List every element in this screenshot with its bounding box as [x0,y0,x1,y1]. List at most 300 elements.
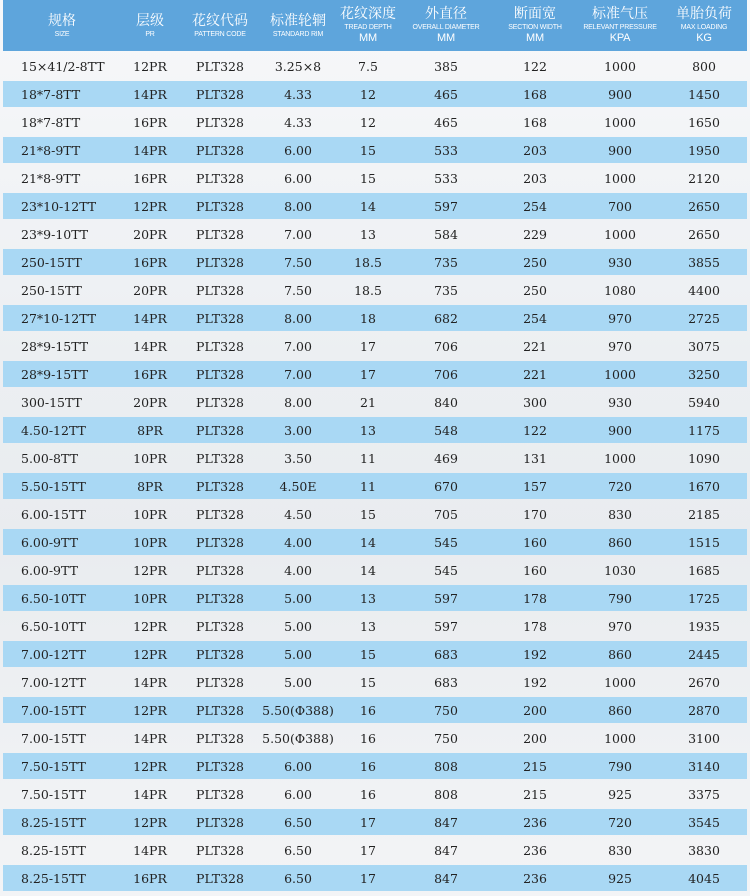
section-width-cell: 178 [523,618,547,634]
diameter-cell: 847 [401,865,491,891]
diameter-cell: 584 [434,226,458,242]
diameter-cell: 597 [434,618,458,634]
diameter-cell: 597 [401,585,491,611]
tread-depth-cell: 12 [335,81,401,107]
pattern-cell: PLT328 [196,562,244,578]
header-label-en: PATTERN CODE [194,30,246,38]
pressure-cell: 1000 [604,58,636,74]
table-row [3,725,747,751]
pressure-cell: 925 [608,786,632,802]
size-cell: 18*7-8TT [21,114,81,130]
header-label-zh: 花纹深度 [340,6,396,22]
load-cell: 2650 [661,193,747,219]
tread-depth-cell: 15 [360,170,376,186]
diameter-cell: 469 [434,450,458,466]
section-width-cell: 229 [523,226,547,242]
table-row [3,445,747,471]
load-cell: 1450 [661,81,747,107]
pressure-cell: 720 [579,473,661,499]
ply-cell: 14PR [121,137,179,163]
ply-cell: 10PR [121,585,179,611]
pattern-cell: PLT328 [179,641,261,667]
pattern-cell: PLT328 [179,753,261,779]
diameter-cell: 670 [401,473,491,499]
pattern-cell: PLT328 [196,842,244,858]
table-row [3,809,747,835]
rim-cell: 4.33 [261,81,335,107]
section-width-cell: 236 [491,865,579,891]
load-cell: 2870 [661,697,747,723]
size-cell: 23*10-12TT [3,193,121,219]
pressure-cell: 970 [579,305,661,331]
size-cell: 7.50-15TT [21,786,86,802]
ply-cell: 14PR [133,338,167,354]
header-label-zh: 断面宽 [514,6,556,22]
load-cell: 1725 [661,585,747,611]
tread-depth-cell: 16 [360,786,376,802]
rim-cell: 5.00 [284,618,312,634]
diameter-cell: 840 [434,394,458,410]
ply-cell: 12PR [121,753,179,779]
rim-cell: 6.00 [284,170,312,186]
section-width-cell: 254 [491,305,579,331]
diameter-cell: 847 [434,842,458,858]
size-cell: 6.00-9TT [3,529,121,555]
load-cell: 3855 [661,249,747,275]
table-row [3,221,747,247]
pattern-cell: PLT328 [196,114,244,130]
section-width-cell: 254 [491,193,579,219]
table-row [3,305,747,331]
ply-cell: 10PR [133,450,167,466]
tread-depth-cell: 16 [360,730,376,746]
diameter-cell: 705 [434,506,458,522]
diameter-cell: 465 [434,114,458,130]
tread-depth-cell: 14 [335,193,401,219]
tread-depth-cell: 17 [335,865,401,891]
ply-cell: 10PR [133,506,167,522]
size-cell: 6.00-9TT [21,562,78,578]
pressure-cell: 790 [579,585,661,611]
section-width-cell: 192 [491,641,579,667]
header-max-loading [661,0,747,51]
load-cell: 2725 [661,305,747,331]
load-cell: 4045 [661,865,747,891]
tread-depth-cell: 17 [360,842,376,858]
pattern-cell: PLT328 [196,450,244,466]
ply-cell: 16PR [133,170,167,186]
diameter-cell: 597 [401,193,491,219]
size-cell: 21*8-9TT [3,137,121,163]
header-label-en: TREAD DEPTH [344,24,392,31]
load-cell: 2120 [688,170,720,186]
ply-cell: 14PR [121,305,179,331]
table-row [3,641,747,667]
header-relevant-pressure [579,0,661,51]
pressure-cell: 1000 [604,170,636,186]
pattern-cell: PLT328 [196,786,244,802]
table-row [3,837,747,863]
pressure-cell: 1030 [604,562,636,578]
size-cell: 7.00-15TT [3,697,121,723]
rim-cell: 5.00 [284,674,312,690]
load-cell: 2185 [688,506,720,522]
pattern-cell: PLT328 [196,282,244,298]
ply-cell: 14PR [133,786,167,802]
section-width-cell: 200 [491,697,579,723]
diameter-cell: 706 [434,338,458,354]
pressure-cell: 970 [608,618,632,634]
load-cell: 3375 [688,786,720,802]
size-cell: 23*9-10TT [21,226,89,242]
header-standard-rim [261,0,335,51]
load-cell: 1670 [661,473,747,499]
header-overall-diameter [401,0,491,51]
header-label-en: MAX LOADING [680,24,728,31]
section-width-cell: 215 [523,786,547,802]
size-cell: 8.25-15TT [3,809,121,835]
header-label-en: OVERALL DIAMETER [412,24,480,31]
rim-cell: 6.00 [284,786,312,802]
tread-depth-cell: 15 [335,137,401,163]
size-cell: 6.50-10TT [3,585,121,611]
diameter-cell: 545 [401,529,491,555]
size-cell: 8.25-15TT [3,865,121,891]
size-cell: 27*10-12TT [3,305,121,331]
rim-cell: 7.50 [261,249,335,275]
ply-cell: 20PR [133,282,167,298]
rim-cell: 5.00 [261,585,335,611]
size-cell: 6.50-10TT [21,618,86,634]
section-width-cell: 221 [523,338,547,354]
rim-cell: 8.00 [261,193,335,219]
load-cell: 5940 [688,394,720,410]
section-width-cell: 203 [523,170,547,186]
pressure-cell: 1080 [604,282,636,298]
load-cell: 1515 [661,529,747,555]
section-width-cell: 300 [523,394,547,410]
section-width-cell: 168 [523,114,547,130]
diameter-cell: 808 [401,753,491,779]
pressure-cell: 830 [608,506,632,522]
section-width-cell: 160 [523,562,547,578]
pressure-cell: 900 [579,417,661,443]
pressure-cell: 860 [579,697,661,723]
tread-depth-cell: 7.5 [358,58,378,74]
size-cell: 4.50-12TT [3,417,121,443]
ply-cell: 14PR [133,842,167,858]
pressure-cell: 860 [579,641,661,667]
pattern-cell: PLT328 [196,58,244,74]
section-width-cell: 250 [491,249,579,275]
pressure-cell: 1000 [604,674,636,690]
load-cell: 1935 [688,618,720,634]
ply-cell: 12PR [121,193,179,219]
header-label-en: STANDARD RIM [272,30,324,38]
tread-depth-cell: 12 [360,114,376,130]
size-cell: 5.50-15TT [3,473,121,499]
pattern-cell: PLT328 [179,417,261,443]
ply-cell: 14PR [133,730,167,746]
table-row [3,557,747,583]
tread-depth-cell: 14 [360,562,376,578]
table-row [3,865,747,891]
section-width-cell: 192 [523,674,547,690]
header-unit: KG [696,32,712,44]
size-cell: 6.00-15TT [21,506,86,522]
header-label-zh: 规格 [48,12,76,29]
pressure-cell: 830 [608,842,632,858]
section-width-cell: 236 [523,842,547,858]
section-width-cell: 122 [523,58,547,74]
table-row [3,529,747,555]
header-label-en: PR [145,30,155,38]
section-width-cell: 215 [491,753,579,779]
pressure-cell: 790 [579,753,661,779]
tread-depth-cell: 13 [335,585,401,611]
section-width-cell: 160 [491,529,579,555]
diameter-cell: 735 [401,249,491,275]
size-cell: 250-15TT [3,249,121,275]
size-cell: 21*8-9TT [21,170,81,186]
pressure-cell: 930 [608,394,632,410]
diameter-cell: 533 [434,170,458,186]
table-row [3,165,747,191]
pattern-cell: PLT328 [196,394,244,410]
header-label-zh: 标准气压 [592,6,648,22]
size-cell: 5.00-8TT [21,450,78,466]
ply-cell: 8PR [121,417,179,443]
pattern-cell: PLT328 [179,697,261,723]
section-width-cell: 131 [523,450,547,466]
load-cell: 800 [692,58,716,74]
table-row [3,81,747,107]
tread-depth-cell: 17 [335,361,401,387]
ply-cell: 14PR [133,674,167,690]
rim-cell: 5.50(Φ388) [261,697,335,723]
tread-depth-cell: 18.5 [354,282,382,298]
pattern-cell: PLT328 [179,865,261,891]
diameter-cell: 682 [401,305,491,331]
ply-cell: 8PR [121,473,179,499]
header-unit: MM [437,32,455,44]
pressure-cell: 930 [579,249,661,275]
diameter-cell: 533 [401,137,491,163]
header-unit: KPA [609,32,631,44]
diameter-cell: 385 [434,58,458,74]
load-cell: 3075 [688,338,720,354]
load-cell: 3250 [661,361,747,387]
pressure-cell: 900 [579,137,661,163]
ply-cell: 12PR [121,809,179,835]
ply-cell: 12PR [121,641,179,667]
size-cell: 7.00-12TT [21,674,86,690]
header-section-width [491,0,579,51]
header-label-en: SECTION WIDTH [508,24,562,31]
pattern-cell: PLT328 [196,338,244,354]
ply-cell: 10PR [121,529,179,555]
table-row [3,781,747,807]
pattern-cell: PLT328 [179,193,261,219]
tread-depth-cell: 16 [335,697,401,723]
load-cell: 2445 [661,641,747,667]
table-row [3,585,747,611]
ply-cell: 12PR [133,58,167,74]
size-cell: 300-15TT [21,394,82,410]
table-header [3,0,747,51]
table-row [3,697,747,723]
size-cell: 7.00-12TT [3,641,121,667]
size-cell: 250-15TT [21,282,82,298]
pattern-cell: PLT328 [196,506,244,522]
ply-cell: 20PR [133,226,167,242]
load-cell: 3545 [661,809,747,835]
header-label-zh: 层级 [136,12,164,29]
pattern-cell: PLT328 [179,361,261,387]
load-cell: 1090 [688,450,720,466]
pattern-cell: PLT328 [196,170,244,186]
pattern-cell: PLT328 [179,585,261,611]
ply-cell: 20PR [133,394,167,410]
table-row [3,417,747,443]
pattern-cell: PLT328 [196,674,244,690]
rim-cell: 4.50E [261,473,335,499]
pressure-cell: 1000 [579,361,661,387]
pressure-cell: 1000 [604,730,636,746]
diameter-cell: 735 [434,282,458,298]
rim-cell: 5.50(Φ388) [262,730,334,746]
ply-cell: 16PR [121,249,179,275]
rim-cell: 4.00 [261,529,335,555]
diameter-cell: 545 [434,562,458,578]
ply-cell: 12PR [121,697,179,723]
table-row [3,137,747,163]
tread-depth-cell: 17 [335,809,401,835]
table-row [3,361,747,387]
size-cell: 28*9-15TT [21,338,89,354]
table-row [3,277,747,303]
pattern-cell: PLT328 [179,305,261,331]
table-body [3,53,747,891]
pressure-cell: 700 [579,193,661,219]
tread-depth-cell: 13 [360,226,376,242]
section-width-cell: 178 [491,585,579,611]
tread-depth-cell: 15 [360,674,376,690]
pressure-cell: 1000 [604,226,636,242]
header-unit: MM [526,32,544,44]
rim-cell: 3.50 [284,450,312,466]
header-size [3,0,121,51]
header-label-zh: 花纹代码 [192,12,248,29]
tread-depth-cell: 21 [360,394,376,410]
load-cell: 3830 [688,842,720,858]
rim-cell: 6.50 [261,865,335,891]
diameter-cell: 465 [401,81,491,107]
header-label-zh: 外直径 [425,6,467,22]
tread-depth-cell: 13 [360,618,376,634]
pressure-cell: 720 [579,809,661,835]
tread-depth-cell: 18.5 [335,249,401,275]
pattern-cell: PLT328 [196,730,244,746]
diameter-cell: 706 [401,361,491,387]
section-width-cell: 221 [491,361,579,387]
rim-cell: 8.00 [261,305,335,331]
diameter-cell: 548 [401,417,491,443]
diameter-cell: 847 [401,809,491,835]
diameter-cell: 683 [434,674,458,690]
ply-cell: 16PR [121,361,179,387]
pattern-cell: PLT328 [179,249,261,275]
size-cell: 7.00-15TT [21,730,86,746]
section-width-cell: 157 [491,473,579,499]
load-cell: 3100 [688,730,720,746]
header-row [3,0,747,51]
header-label-zh: 标准轮辋 [270,12,326,29]
pressure-cell: 900 [579,81,661,107]
tread-depth-cell: 18 [335,305,401,331]
table-row [3,249,747,275]
pressure-cell: 860 [579,529,661,555]
ply-cell: 14PR [121,81,179,107]
tread-depth-cell: 17 [360,338,376,354]
header-tread-depth [335,0,401,51]
table-row [3,193,747,219]
ply-cell: 12PR [133,618,167,634]
table-row [3,109,747,135]
pattern-cell: PLT328 [179,809,261,835]
diameter-cell: 750 [401,697,491,723]
header-label-en: SIZE [54,30,70,38]
diameter-cell: 750 [434,730,458,746]
rim-cell: 6.50 [284,842,312,858]
section-width-cell: 203 [491,137,579,163]
section-width-cell: 250 [523,282,547,298]
load-cell: 2670 [688,674,720,690]
rim-cell: 4.50 [284,506,312,522]
table-row [3,473,747,499]
rim-cell: 7.50 [284,282,312,298]
rim-cell: 6.50 [261,809,335,835]
header-pattern-code [179,0,261,51]
header-unit: MM [359,32,377,44]
tread-depth-cell: 16 [335,753,401,779]
pressure-cell: 925 [579,865,661,891]
pattern-cell: PLT328 [196,226,244,242]
rim-cell: 4.00 [284,562,312,578]
table-row [3,333,747,359]
table-row [3,53,747,79]
pattern-cell: PLT328 [196,618,244,634]
rim-cell: 7.00 [284,338,312,354]
tread-depth-cell: 14 [335,529,401,555]
load-cell: 4400 [688,282,720,298]
tread-depth-cell: 11 [335,473,401,499]
rim-cell: 7.00 [261,361,335,387]
pressure-cell: 970 [608,338,632,354]
rim-cell: 4.33 [284,114,312,130]
load-cell: 1650 [688,114,720,130]
rim-cell: 5.00 [261,641,335,667]
section-width-cell: 170 [523,506,547,522]
ply-cell: 16PR [121,865,179,891]
load-cell: 3140 [661,753,747,779]
header-label-zh: 单胎负荷 [676,6,732,22]
table-row [3,669,747,695]
section-width-cell: 236 [491,809,579,835]
pattern-cell: PLT328 [179,473,261,499]
pattern-cell: PLT328 [179,137,261,163]
rim-cell: 3.25×8 [274,58,322,74]
